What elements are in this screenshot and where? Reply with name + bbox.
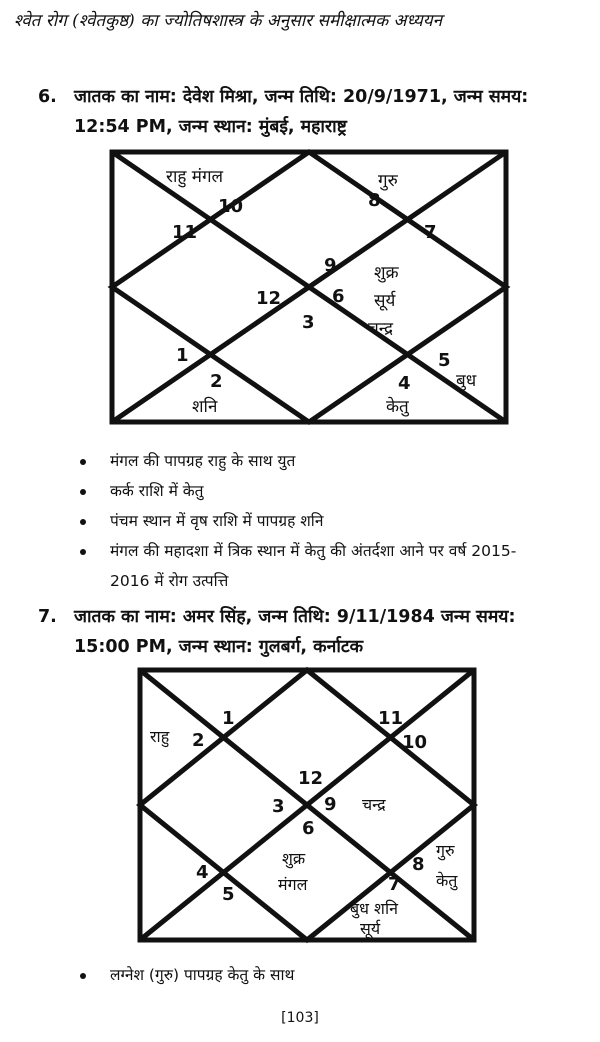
house-number: 11: [378, 708, 404, 729]
entry-7-notes: [78, 960, 578, 990]
house-number: 7: [388, 874, 401, 895]
house-number: 1: [222, 708, 235, 729]
entry-number: 7.: [38, 607, 57, 627]
planet-label: सूर्य: [360, 919, 381, 938]
planet-label: चन्द्र: [362, 795, 386, 814]
house-number: 4: [398, 373, 411, 394]
horoscope-chart-7: [134, 664, 480, 946]
planet-label: शुक्र: [374, 263, 399, 283]
entry-6-heading: [38, 82, 578, 142]
house-number: 11: [172, 222, 198, 243]
house-number: 2: [210, 371, 223, 392]
note-text: 2016 में रोग उत्पत्ति: [110, 572, 229, 590]
note-item-continuation: [78, 566, 578, 596]
house-number: 2: [192, 730, 205, 751]
note-item: लग्नेश (गुरु) पापग्रह केतु के साथ: [78, 960, 578, 990]
house-number: 5: [438, 350, 451, 371]
house-number: 9: [324, 794, 337, 815]
running-header: श्वेत रोग (श्वेतकुष्ठ) का ज्योतिषशास्त्र के अनुसार समीक्षात्मक अध्ययन: [14, 11, 443, 31]
planet-label: सूर्य: [374, 291, 396, 311]
entry-line-2: 12:54 PM, जन्म स्थान: मुंबई, महाराष्ट्र: [74, 117, 347, 137]
house-number: 5: [222, 884, 235, 905]
house-number: 3: [272, 796, 285, 817]
planet-label: शुक्र: [282, 849, 306, 868]
note-item: मंगल की महादशा में त्रिक स्थान में केतु की अंतर्दशा आने पर वर्ष 2015-: [78, 536, 578, 566]
horoscope-chart-6: [106, 146, 512, 428]
house-number: 8: [412, 854, 425, 875]
planet-label: राहु मंगल: [166, 167, 224, 187]
planet-label: राहु: [150, 727, 170, 746]
house-number: 10: [218, 196, 244, 217]
house-number: 6: [332, 286, 345, 307]
entry-7-heading: [38, 602, 578, 662]
house-number: 4: [196, 862, 209, 883]
planet-label: बुध: [456, 371, 477, 391]
house-number: 7: [424, 222, 437, 243]
note-item: मंगल की पापग्रह राहु के साथ युत: [78, 446, 578, 476]
planet-label: बुध शनि: [350, 899, 398, 918]
entry-line-1: जातक का नाम: देवेश मिश्रा, जन्म तिथि: 20/9/1971, जन्म समय:: [74, 87, 529, 107]
note-item: पंचम स्थान में वृष राशि में पापग्रह शनि: [78, 506, 578, 536]
planet-label: केतु: [386, 397, 409, 417]
house-number: 3: [302, 312, 315, 333]
planet-label: शनि: [192, 397, 218, 417]
entry-line-2: 15:00 PM, जन्म स्थान: गुलबर्ग, कर्नाटक: [74, 637, 364, 657]
planet-label: मंगल: [278, 875, 308, 894]
house-number: 9: [324, 255, 337, 276]
house-number: 6: [302, 818, 315, 839]
entry-line-1: जातक का नाम: अमर सिंह, जन्म तिथि: 9/11/1984 जन्म समय:: [74, 607, 516, 627]
entry-6-notes: [78, 446, 578, 596]
planet-label: केतु: [436, 871, 458, 890]
planet-label: चन्द्र: [368, 319, 394, 339]
planet-label: गुरु: [436, 841, 455, 860]
house-number: 12: [256, 288, 282, 309]
house-number: 10: [402, 732, 428, 753]
house-number: 1: [176, 345, 189, 366]
planet-label: गुरु: [378, 171, 398, 191]
entry-number: 6.: [38, 87, 57, 107]
page-number: [103]: [281, 1010, 319, 1026]
note-item: कर्क राशि में केतु: [78, 476, 578, 506]
house-number: 12: [298, 768, 324, 789]
house-number: 8: [368, 190, 381, 211]
